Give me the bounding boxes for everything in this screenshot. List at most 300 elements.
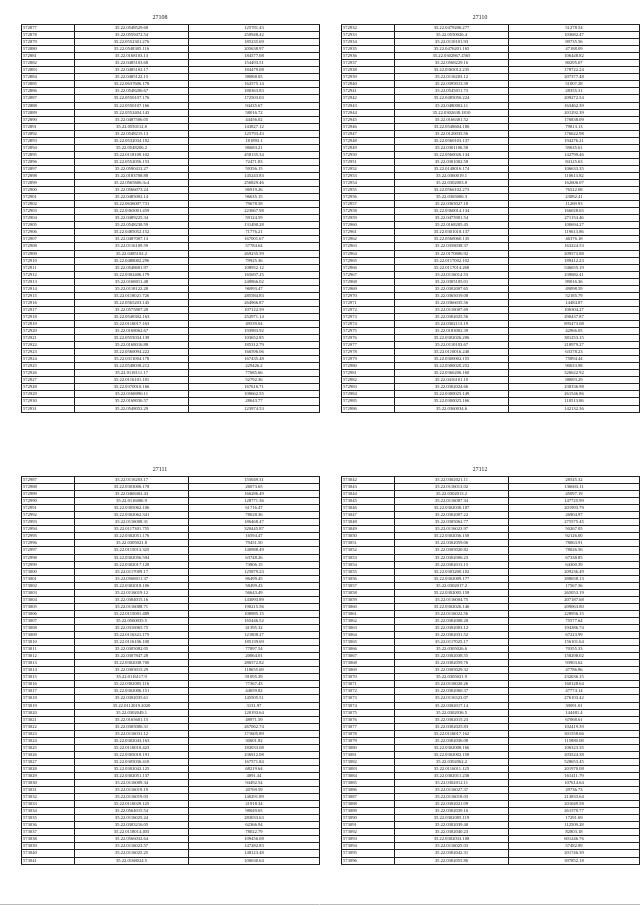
row-id-cell: 573008 bbox=[22, 624, 75, 631]
amount-cell: 90633.98 bbox=[509, 363, 640, 370]
table-row bbox=[22, 780, 320, 787]
cadastral-code-cell: 35.22.0550112.8 bbox=[75, 123, 189, 130]
row-id-cell: 573085 bbox=[342, 780, 395, 787]
cadastral-code-cell: 35.22.0118021.726 bbox=[75, 292, 189, 299]
row-id-cell: 572972 bbox=[342, 306, 395, 313]
row-id-cell: 572968 bbox=[342, 278, 395, 285]
cadastral-code-cell: 35.22.0485056.224 bbox=[395, 95, 509, 102]
amount-cell: 147725.99 bbox=[509, 498, 640, 505]
amount-cell: 28643.77 bbox=[189, 398, 320, 405]
table-row bbox=[342, 575, 640, 582]
table-row bbox=[342, 526, 640, 533]
table-row bbox=[342, 292, 640, 299]
cadastral-code-cell: 35.22.0112019.2020 bbox=[75, 702, 189, 709]
table-row bbox=[342, 498, 640, 505]
table-row bbox=[342, 264, 640, 271]
cadastral-code-cell: 35.22.0479206.277 bbox=[395, 25, 509, 32]
row-id-cell: 572888 bbox=[22, 102, 75, 109]
row-id-cell: 572900 bbox=[22, 187, 75, 194]
cadastral-code-cell: 35.22.0302036.08 bbox=[395, 737, 509, 744]
table-row bbox=[342, 822, 640, 829]
table-row bbox=[342, 391, 640, 398]
amount-cell: 59635.61 bbox=[509, 144, 640, 151]
document-page bbox=[0, 452, 320, 904]
row-id-cell: 572960 bbox=[342, 222, 395, 229]
table-row bbox=[342, 484, 640, 491]
amount-cell: 326622.92 bbox=[509, 370, 640, 377]
amount-cell: 78063.91 bbox=[509, 540, 640, 547]
row-id-cell: 573080 bbox=[342, 744, 395, 751]
cadastral-code-cell: 35.22.0116017.162 bbox=[395, 730, 509, 737]
amount-cell: 59124.59 bbox=[189, 215, 320, 222]
amount-cell: 77685.66 bbox=[189, 370, 320, 377]
cadastral-code-cell: 35.22.0560060.135 bbox=[395, 236, 509, 243]
amount-cell: 184479.08 bbox=[189, 67, 320, 74]
table-row bbox=[342, 278, 640, 285]
amount-cell: 75577.64 bbox=[509, 617, 640, 624]
row-id-cell: 573082 bbox=[342, 758, 395, 765]
row-id-cell: 573050 bbox=[342, 533, 395, 540]
amount-cell: 86499.45 bbox=[189, 575, 320, 582]
table-row bbox=[342, 660, 640, 667]
amount-cell: 47786.86 bbox=[509, 667, 640, 674]
amount-cell: 68219.64 bbox=[189, 765, 320, 772]
row-id-cell: 573031 bbox=[22, 787, 75, 794]
amount-cell: 73806.15 bbox=[189, 561, 320, 568]
table-row bbox=[342, 815, 640, 822]
table-row bbox=[22, 477, 320, 484]
table-row bbox=[342, 547, 640, 554]
cadastral-code-cell: 35.22.0170806.92 bbox=[395, 250, 509, 257]
row-id-cell: 572947 bbox=[342, 130, 395, 137]
cadastral-code-cell: 35.22.0117009.17 bbox=[75, 568, 189, 575]
table-row bbox=[22, 709, 320, 716]
cadastral-code-cell: 35.22.0365006.3 bbox=[395, 194, 509, 201]
amount-cell: 144481.4 bbox=[509, 709, 640, 716]
table-row bbox=[22, 39, 320, 46]
row-id-cell: 573059 bbox=[342, 596, 395, 603]
amount-cell: 288658.13 bbox=[509, 575, 640, 582]
row-id-cell: 573087 bbox=[342, 794, 395, 801]
row-id-cell: 572975 bbox=[342, 328, 395, 335]
row-id-cell: 572885 bbox=[22, 81, 75, 88]
cadastral-code-cell: 35.22.0552404.143 bbox=[75, 109, 189, 116]
amount-cell: 160128.64 bbox=[509, 681, 640, 688]
row-id-cell: 573032 bbox=[22, 794, 75, 801]
cadastral-code-cell: 35.22.0548038.212 bbox=[75, 363, 189, 370]
row-id-cell: 572907 bbox=[22, 236, 75, 243]
row-id-cell: 572981 bbox=[342, 370, 395, 377]
amount-cell: 458135.34 bbox=[189, 151, 320, 158]
amount-cell: 106323.35 bbox=[509, 744, 640, 751]
table-row bbox=[22, 857, 320, 864]
cadastral-code-cell: 35.22.0168036.57 bbox=[75, 398, 189, 405]
amount-cell: 184577.08 bbox=[189, 53, 320, 60]
amount-cell: 57784.64 bbox=[189, 243, 320, 250]
amount-cell: 81095.39 bbox=[189, 674, 320, 681]
table-row bbox=[342, 723, 640, 730]
table-row bbox=[342, 222, 640, 229]
row-id-cell: 573066 bbox=[342, 646, 395, 653]
row-id-cell: 572943 bbox=[342, 102, 395, 109]
row-id-cell: 573061 bbox=[342, 610, 395, 617]
amount-cell: 78022.79 bbox=[189, 829, 320, 836]
table-row bbox=[22, 208, 320, 215]
cadastral-code-cell: 35.22.0302059.06 bbox=[395, 540, 509, 547]
data-table bbox=[341, 476, 640, 865]
row-id-cell: 573072 bbox=[342, 688, 395, 695]
amount-cell: 158298.02 bbox=[509, 653, 640, 660]
cadastral-code-cell: 35.22.0116031.12 bbox=[75, 730, 189, 737]
cadastral-code-cell: 35.22.0305105.01 bbox=[395, 278, 509, 285]
table-row bbox=[342, 617, 640, 624]
cadastral-code-cell: 35.22.0302017.128 bbox=[75, 561, 189, 568]
table-row bbox=[342, 299, 640, 306]
table-row bbox=[22, 264, 320, 271]
cadastral-code-cell: 35.22.0550107.176 bbox=[75, 95, 189, 102]
table-row bbox=[342, 67, 640, 74]
cadastral-code-cell: 35.22.0302039.16 bbox=[395, 808, 509, 815]
cadastral-code-cell: 35.22.0168205.45 bbox=[395, 222, 509, 229]
table-row bbox=[22, 695, 320, 702]
row-id-cell: 572956 bbox=[342, 194, 395, 201]
table-row bbox=[342, 681, 640, 688]
table-row bbox=[342, 328, 640, 335]
row-id-cell: 573067 bbox=[342, 653, 395, 660]
row-id-cell: 572898 bbox=[22, 172, 75, 179]
table-row bbox=[342, 405, 640, 412]
amount-cell: 161411.79 bbox=[509, 772, 640, 779]
cadastral-code-cell: 35.22.0302059.76 bbox=[395, 660, 509, 667]
amount-cell: 110613.82 bbox=[509, 172, 640, 179]
cadastral-code-cell: 35.22.0115013.325 bbox=[75, 547, 189, 554]
cadastral-code-cell: 35.22.0110016.240 bbox=[395, 349, 509, 356]
amount-cell: 75894.44 bbox=[509, 356, 640, 363]
row-id-cell: 573002 bbox=[22, 582, 75, 589]
cadastral-code-cell: 35.22.0116323.07 bbox=[395, 695, 509, 702]
amount-cell: 78026.56 bbox=[509, 547, 640, 554]
cadastral-code-cell: 35.22.0302406.179 bbox=[75, 271, 189, 278]
amount-cell: 229426.2 bbox=[189, 363, 320, 370]
amount-cell: 163462.39 bbox=[509, 102, 640, 109]
amount-cell: 47188.09 bbox=[509, 46, 640, 53]
cadastral-code-cell: 35.22.0116004.75 bbox=[395, 596, 509, 603]
cadastral-code-cell: 35.22.0550026.4 bbox=[395, 32, 509, 39]
cadastral-code-cell: 35.22.0548604.180 bbox=[395, 123, 509, 130]
table-row bbox=[342, 554, 640, 561]
row-id-cell: 573076 bbox=[342, 716, 395, 723]
cadastral-code-cell: 35.22.0305006.31 bbox=[75, 723, 189, 730]
cadastral-code-cell: 35.22.0302025.83 bbox=[395, 723, 509, 730]
cadastral-code-cell: 35.22.0110103.67 bbox=[395, 342, 509, 349]
row-id-cell: 572886 bbox=[22, 88, 75, 95]
table-row bbox=[22, 172, 320, 179]
cadastral-code-cell: 35.22.0116019.12 bbox=[75, 589, 189, 596]
cadastral-code-cell: 35.22.0302060.37 bbox=[395, 688, 509, 695]
table-row bbox=[22, 589, 320, 596]
cadastral-code-cell: 35.22.0485002.14 bbox=[75, 194, 189, 201]
cadastral-code-cell: 35.22.0116023.57 bbox=[75, 843, 189, 850]
table-row bbox=[22, 405, 320, 412]
row-id-cell: 572983 bbox=[342, 384, 395, 391]
table-row bbox=[22, 765, 320, 772]
amount-cell: 78028.36 bbox=[189, 512, 320, 519]
amount-cell: 156101.64 bbox=[509, 639, 640, 646]
row-id-cell: 573073 bbox=[342, 695, 395, 702]
table-row bbox=[342, 610, 640, 617]
table-row bbox=[22, 519, 320, 526]
table-row bbox=[22, 229, 320, 236]
page-title: 27108 bbox=[152, 15, 168, 21]
amount-cell: 125879.23 bbox=[189, 568, 320, 575]
amount-cell: 100662.55 bbox=[189, 391, 320, 398]
amount-cell: 58499.43 bbox=[189, 582, 320, 589]
amount-cell: 286572.82 bbox=[189, 660, 320, 667]
amount-cell: 119613.86 bbox=[509, 229, 640, 236]
amount-cell: 14484.87 bbox=[509, 299, 640, 306]
row-id-cell: 573023 bbox=[22, 730, 75, 737]
row-id-cell: 572996 bbox=[22, 540, 75, 547]
row-id-cell: 572950 bbox=[342, 151, 395, 158]
table-row bbox=[22, 88, 320, 95]
cadastral-code-cell: 35.22.0116014.53 bbox=[395, 271, 509, 278]
amount-cell: 193983.92 bbox=[189, 328, 320, 335]
row-id-cell: 573095 bbox=[342, 850, 395, 857]
cadastral-code-cell: 35.22.0302017.2 bbox=[395, 582, 509, 589]
amount-cell: 98049.65 bbox=[189, 808, 320, 815]
row-id-cell: 572921 bbox=[22, 335, 75, 342]
amount-cell: 26073.65 bbox=[189, 484, 320, 491]
cadastral-code-cell: 35.22.0168096.11 bbox=[75, 391, 189, 398]
amount-cell: 143093.89 bbox=[189, 596, 320, 603]
amount-cell: 271154.46 bbox=[509, 215, 640, 222]
amount-cell: 39091.01 bbox=[509, 702, 640, 709]
amount-cell: 61716.47 bbox=[189, 505, 320, 512]
row-id-cell: 572916 bbox=[22, 299, 75, 306]
row-id-cell: 573036 bbox=[22, 822, 75, 829]
table-row bbox=[22, 568, 320, 575]
cadastral-code-cell: 35.22.0555034.139 bbox=[75, 335, 189, 342]
table-row bbox=[22, 737, 320, 744]
amount-cell: 57482.89 bbox=[509, 843, 640, 850]
cadastral-code-cell: 35.22.0302008.28 bbox=[395, 617, 509, 624]
cadastral-code-cell: 35.22.0116109.59 bbox=[75, 243, 189, 250]
table-row bbox=[22, 716, 320, 723]
cadastral-code-cell: 35.22.0302039.40 bbox=[395, 822, 509, 829]
row-id-cell: 572877 bbox=[22, 25, 75, 32]
row-id-cell: 573040 bbox=[22, 850, 75, 857]
amount-cell: 528653.45 bbox=[509, 758, 640, 765]
cadastral-code-cell: 35.22.0360014.134 bbox=[395, 208, 509, 215]
amount-cell: 185235.69 bbox=[189, 39, 320, 46]
table-row bbox=[342, 653, 640, 660]
cadastral-code-cell: 35.22.0302021.09 bbox=[395, 801, 509, 808]
row-id-cell: 573090 bbox=[342, 815, 395, 822]
cadastral-code-cell: 35.22.0305062.77 bbox=[395, 519, 509, 526]
amount-cell: 148123.48 bbox=[189, 850, 320, 857]
row-id-cell: 573019 bbox=[22, 702, 75, 709]
table-row bbox=[342, 201, 640, 208]
amount-cell: 115880.08 bbox=[509, 737, 640, 744]
table-row bbox=[342, 250, 640, 257]
amount-cell: 112509.28 bbox=[509, 822, 640, 829]
row-id-cell: 573013 bbox=[22, 660, 75, 667]
row-id-cell: 572982 bbox=[342, 377, 395, 384]
cadastral-code-cell: 35.22.0568229.16 bbox=[395, 60, 509, 67]
row-id-cell: 573065 bbox=[342, 639, 395, 646]
cadastral-code-cell: 35.22.0118111.17 bbox=[75, 370, 189, 377]
row-id-cell: 573006 bbox=[22, 610, 75, 617]
table-row bbox=[342, 74, 640, 81]
table-row bbox=[22, 81, 320, 88]
table-row bbox=[342, 850, 640, 857]
row-id-cell: 572929 bbox=[22, 391, 75, 398]
table-row bbox=[22, 815, 320, 822]
row-id-cell: 572952 bbox=[342, 165, 395, 172]
amount-cell: 4091.34 bbox=[189, 772, 320, 779]
row-id-cell: 573045 bbox=[342, 498, 395, 505]
row-id-cell: 572951 bbox=[342, 158, 395, 165]
row-id-cell: 572892 bbox=[22, 130, 75, 137]
row-id-cell: 573034 bbox=[22, 808, 75, 815]
amount-cell: 3131.97 bbox=[189, 702, 320, 709]
row-id-cell: 572939 bbox=[342, 74, 395, 81]
cadastral-code-cell: 35.22.0302003.8 bbox=[395, 180, 509, 187]
row-id-cell: 573077 bbox=[342, 723, 395, 730]
row-id-cell: 572973 bbox=[342, 313, 395, 320]
table-row bbox=[22, 526, 320, 533]
table-row bbox=[22, 667, 320, 674]
document-page bbox=[320, 0, 640, 452]
row-id-cell: 572909 bbox=[22, 250, 75, 257]
table-row bbox=[22, 201, 320, 208]
amount-cell: 265053.19 bbox=[509, 589, 640, 596]
row-id-cell: 572894 bbox=[22, 144, 75, 151]
cadastral-code-cell: 35.22.0116106.100 bbox=[75, 639, 189, 646]
row-id-cell: 573083 bbox=[342, 765, 395, 772]
amount-cell: 252971.14 bbox=[189, 313, 320, 320]
table-row bbox=[342, 667, 640, 674]
table-row bbox=[342, 561, 640, 568]
amount-cell: 189412.23 bbox=[509, 257, 640, 264]
amount-cell: 89735.56 bbox=[509, 39, 640, 46]
amount-cell: 50267.05 bbox=[509, 526, 640, 533]
amount-cell: 275575.45 bbox=[509, 519, 640, 526]
cadastral-code-cell: 35.22.0475901.54 bbox=[395, 215, 509, 222]
cadastral-code-cell: 35.22.0116022.56 bbox=[395, 610, 509, 617]
amount-cell: 165446.52 bbox=[189, 617, 320, 624]
cadastral-code-cell: 35.22.0636007.731 bbox=[75, 201, 189, 208]
row-id-cell: 572884 bbox=[22, 74, 75, 81]
row-id-cell: 572963 bbox=[342, 243, 395, 250]
document-page bbox=[0, 0, 320, 452]
amount-cell: 108985.15 bbox=[189, 610, 320, 617]
amount-cell: 72471.83 bbox=[189, 158, 320, 165]
table-row bbox=[22, 575, 320, 582]
amount-cell: 79678.58 bbox=[189, 201, 320, 208]
table-row bbox=[342, 123, 640, 130]
table-row bbox=[22, 278, 320, 285]
cadastral-code-cell: 35.22.0552301.276 bbox=[75, 39, 189, 46]
table-row bbox=[22, 151, 320, 158]
row-id-cell: 572930 bbox=[22, 398, 75, 405]
table-row bbox=[22, 349, 320, 356]
table-row bbox=[342, 505, 640, 512]
cadastral-code-cell: 35.22.0316065.75 bbox=[75, 624, 189, 631]
row-id-cell: 573028 bbox=[22, 765, 75, 772]
amount-cell: 88068.05 bbox=[189, 74, 320, 81]
row-id-cell: 573010 bbox=[22, 639, 75, 646]
row-id-cell: 573001 bbox=[22, 575, 75, 582]
table-row bbox=[342, 335, 640, 342]
row-id-cell: 572915 bbox=[22, 292, 75, 299]
amount-cell: 86683.21 bbox=[189, 144, 320, 151]
amount-cell: 201049.58 bbox=[509, 801, 640, 808]
table-row bbox=[342, 342, 640, 349]
cadastral-code-cell: 35.22.0168062.67 bbox=[75, 328, 189, 335]
table-row bbox=[22, 116, 320, 123]
row-id-cell: 572941 bbox=[342, 88, 395, 95]
row-id-cell: 572988 bbox=[22, 484, 75, 491]
row-id-cell: 573084 bbox=[342, 772, 395, 779]
cadastral-code-cell: 35.22.0565606.3c4 bbox=[75, 180, 189, 187]
table-row bbox=[22, 794, 320, 801]
amount-cell: 269235.59 bbox=[189, 250, 320, 257]
amount-cell: 181893.1 bbox=[189, 137, 320, 144]
data-table bbox=[21, 476, 320, 865]
amount-cell: 46376.18 bbox=[509, 236, 640, 243]
cadastral-code-cell: 35.22.0116029.125 bbox=[75, 801, 189, 808]
amount-cell: 51278.54 bbox=[509, 25, 640, 32]
amount-cell: 218979.27 bbox=[509, 342, 640, 349]
row-id-cell: 572989 bbox=[22, 491, 75, 498]
table-row bbox=[342, 674, 640, 681]
amount-cell: 20064.01 bbox=[189, 653, 320, 660]
cadastral-code-cell: 35.22.0305021.9 bbox=[395, 674, 509, 681]
table-row bbox=[22, 674, 320, 681]
table-row bbox=[22, 772, 320, 779]
row-id-cell: 572971 bbox=[342, 299, 395, 306]
cadastral-code-cell: 35.22.0548206.67 bbox=[75, 88, 189, 95]
table-row bbox=[342, 582, 640, 589]
amount-cell: 381253.15 bbox=[509, 335, 640, 342]
table-row bbox=[342, 632, 640, 639]
row-id-cell: 572905 bbox=[22, 222, 75, 229]
page-title: 27111 bbox=[152, 467, 168, 473]
cadastral-code-cell: 35.22.0305062.106 bbox=[75, 505, 189, 512]
row-id-cell: 573052 bbox=[342, 547, 395, 554]
cadastral-code-cell: 35.22.0545011.73 bbox=[395, 88, 509, 95]
cadastral-code-cell: 35.22.0305021.8 bbox=[75, 540, 189, 547]
row-id-cell: 572879 bbox=[22, 39, 75, 46]
row-id-cell: 572901 bbox=[22, 194, 75, 201]
cadastral-code-cell: 35.22.0302024.66 bbox=[395, 384, 509, 391]
cadastral-code-cell: 35.22.0165601.15 bbox=[75, 716, 189, 723]
amount-cell: 207377.48 bbox=[509, 74, 640, 81]
cadastral-code-cell: 35.22.0566032.64 bbox=[75, 836, 189, 843]
cadastral-code-cell: 35.22.0302026.146 bbox=[395, 603, 509, 610]
row-id-cell: 573022 bbox=[22, 723, 75, 730]
cadastral-code-cell: 35.22.0116007.34 bbox=[395, 498, 509, 505]
row-id-cell: 573042 bbox=[342, 477, 395, 484]
row-id-cell: 572945 bbox=[342, 116, 395, 123]
row-id-cell: 572919 bbox=[22, 320, 75, 327]
table-row bbox=[22, 751, 320, 758]
cadastral-code-cell: 35.22.0548305.116 bbox=[75, 46, 189, 53]
amount-cell: 125781.43 bbox=[189, 25, 320, 32]
table-row bbox=[22, 109, 320, 116]
amount-cell: 96993.47 bbox=[189, 285, 320, 292]
